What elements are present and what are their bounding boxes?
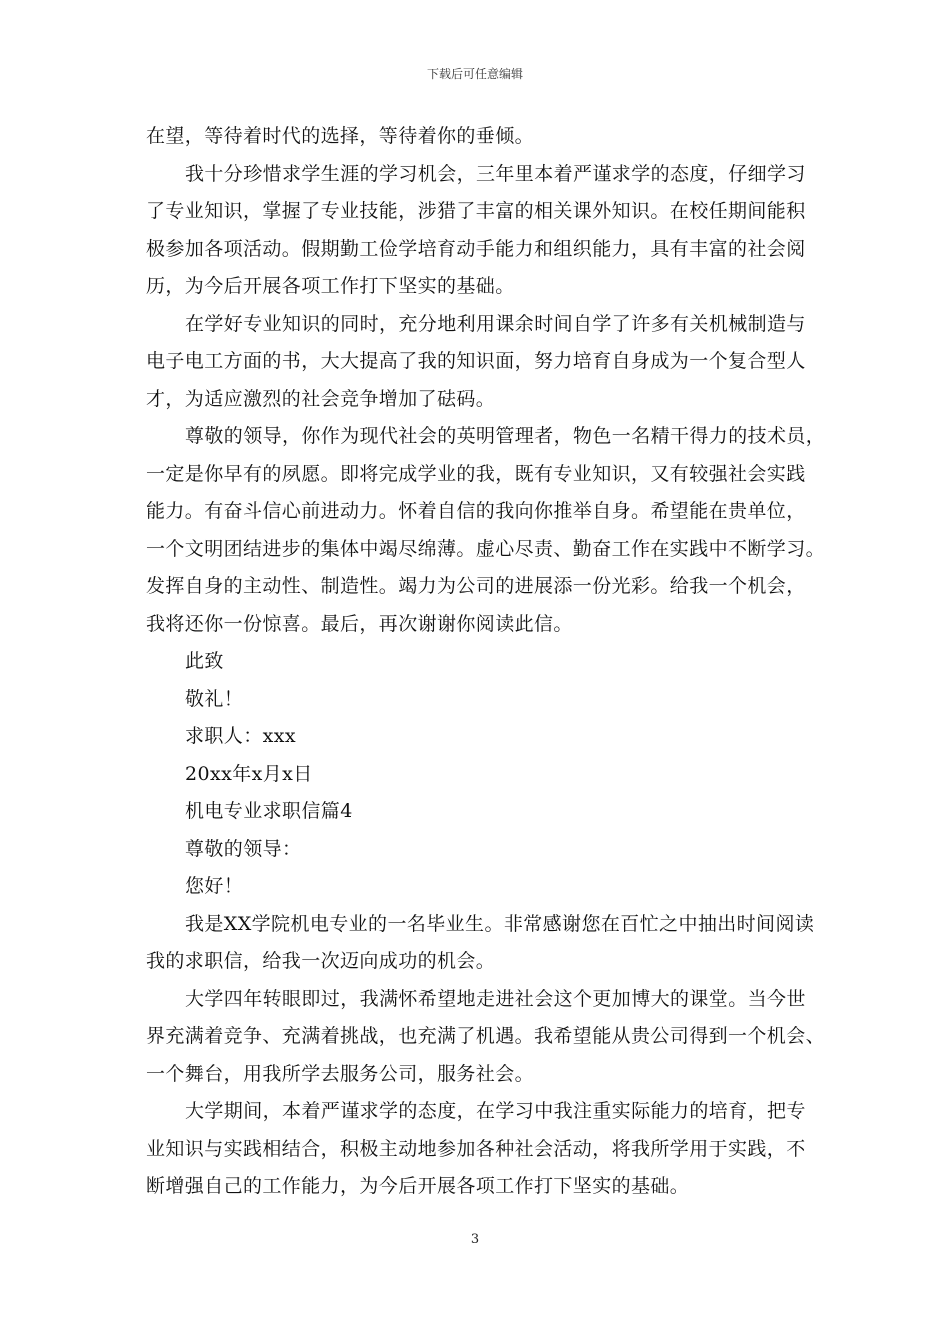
page-header-note: 下载后可任意编辑 [426,67,523,81]
text-line: 能力。有奋斗信心前进动力。怀着自信的我向你推举自身。希望能在贵单位， [146,500,806,522]
text-line: 我十分珍惜求学生涯的学习机会，三年里本着严谨求学的态度，仔细学习 [185,162,806,185]
text-line: 一定是你早有的夙愿。即将完成学业的我，既有专业知识，又有较强社会实践 [146,462,806,485]
text-line: 了专业知识，掌握了专业技能，涉猎了丰富的相关课外知识。在校任期间能积 [146,200,806,222]
text-line: 求职人：xxx [185,725,296,747]
text-line: 才，为适应激烈的社会竞争增加了砝码。 [146,387,496,410]
text-line: 一个文明团结进步的集体中竭尽绵薄。虚心尽责、勤奋工作在实践中不断学习。 [146,537,826,560]
text-line: 大学四年转眼即过，我满怀希望地走进社会这个更加博大的课堂。当今世 [185,987,806,1010]
text-line: 我的求职信，给我一次迈向成功的机会。 [146,950,496,972]
text-line: 一个舞台，用我所学去服务公司，服务社会。 [146,1062,535,1085]
text-line: 在学好专业知识的同时，充分地利用课余时间自学了许多有关机械制造与 [185,312,806,335]
text-line: 发挥自身的主动性、制造性。竭力为公司的进展添一份光彩。给我一个机会， [146,575,806,597]
letter-body [146,118,826,1206]
text-line: 在望，等待着时代的选择，等待着你的垂倾。 [146,125,535,147]
text-line: 机电专业求职信篇4 [185,800,353,822]
text-line: 此致 [185,650,224,672]
text-line: 大学期间，本着严谨求学的态度，在学习中我注重实际能力的培育，把专 [185,1100,806,1122]
page-number: 3 [470,1232,480,1247]
text-line: 尊敬的领导，你作为现代社会的英明管理者，物色一名精干得力的技术员， [185,425,826,447]
text-line: 断增强自己的工作能力，为今后开展各项工作打下坚实的基础。 [146,1175,690,1197]
text-line: 我将还你一份惊喜。最后，再次谢谢你阅读此信。 [146,612,573,635]
text-line: 业知识与实践相结合，积极主动地参加各种社会活动，将我所学用于实践，不 [146,1137,806,1160]
text-line: 我是XX学院机电专业的一名毕业生。非常感谢您在百忙之中抽出时间阅读 [185,912,815,935]
text-line: 历，为今后开展各项工作打下坚实的基础。 [146,275,515,297]
text-line: 20xx年x月x日 [185,762,313,785]
text-line: 敬礼！ [185,687,244,710]
text-line: 界充满着竞争、充满着挑战，也充满了机遇。我希望能从贵公司得到一个机会、 [146,1025,826,1047]
text-line: 极参加各项活动。假期勤工俭学培育动手能力和组织能力，具有丰富的社会阅 [146,237,806,260]
text-line: 您好！ [185,875,244,897]
text-line: 电子电工方面的书，大大提高了我的知识面，努力培育自身成为一个复合型人 [146,350,806,372]
text-line: 尊敬的领导： [185,837,302,860]
